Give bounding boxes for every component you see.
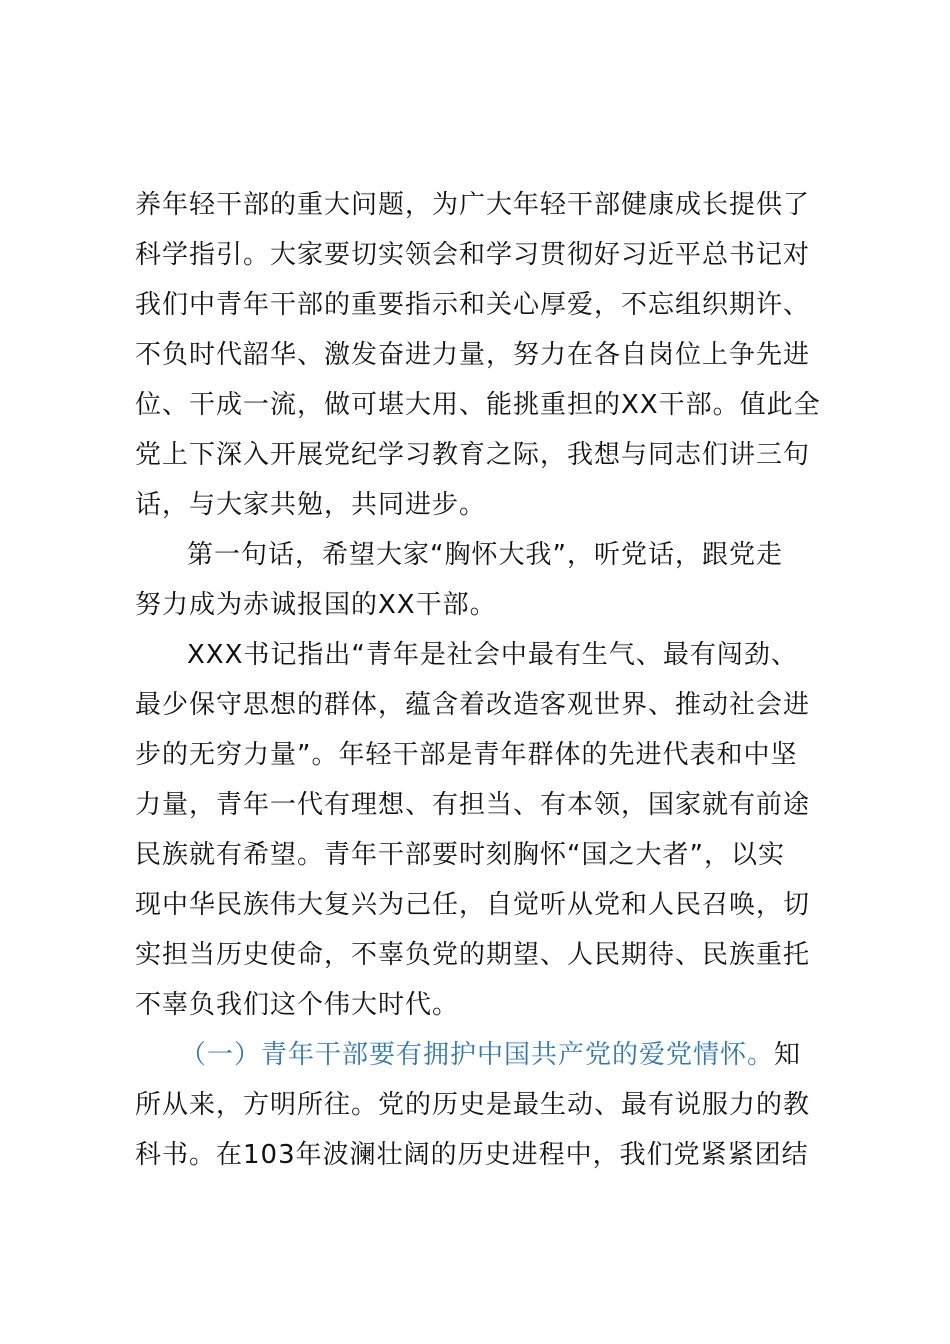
- paragraph-line: 养年轻干部的重大问题，为广大年轻干部健康成长提供了: [135, 190, 811, 220]
- paragraph-line: 最少保守思想的群体，蕴含着改造客观世界、推动社会进: [135, 690, 811, 720]
- paragraph-line: 实担当历史使命，不辜负党的期望、人民期待、民族重托: [135, 940, 811, 970]
- paragraph-line: 步的无穷力量”。年轻干部是青年群体的先进代表和中坚: [135, 740, 798, 770]
- paragraph-line: 不辜负我们这个伟大时代。: [135, 990, 460, 1020]
- paragraph-text: 知: [774, 1040, 802, 1070]
- paragraph-line: 位、干成一流，做可堪大用、能挑重担的XX干部。值此全: [135, 390, 821, 420]
- paragraph-line: 科学指引。大家要切实领会和学习贯彻好习近平总书记对: [135, 240, 811, 270]
- paragraph-line: 党上下深入开展党纪学习教育之际，我想与同志们讲三句: [135, 440, 811, 470]
- paragraph-line: 现中华民族伟大复兴为己任，自觉听从党和人民召唤，切: [135, 890, 811, 920]
- section-heading: （一）青年干部要有拥护中国共产党的爱党情怀。: [180, 1040, 775, 1070]
- paragraph-line: 科书。在103年波澜壮阔的历史进程中，我们党紧紧团结: [135, 1140, 809, 1170]
- paragraph-line: 话，与大家共勉，共同进步。: [135, 490, 487, 520]
- paragraph-line: 努力成为赤诚报国的XX干部。: [135, 590, 497, 620]
- heading-paragraph-line: [180, 1030, 900, 1080]
- paragraph-line: XXX书记指出“青年是社会中最有生气、最有闯劲、: [187, 640, 798, 670]
- paragraph-line: 第一句话，希望大家“胸怀大我”，听党话，跟党走: [187, 540, 783, 570]
- paragraph-line: 民族就有希望。青年干部要时刻胸怀“国之大者”，以实: [135, 840, 785, 870]
- paragraph-line: 所从来，方明所往。党的历史是最生动、最有说服力的教: [135, 1090, 811, 1120]
- paragraph-line: 我们中青年干部的重要指示和关心厚爱，不忘组织期许、: [135, 290, 811, 320]
- paragraph-line: 力量，青年一代有理想、有担当、有本领，国家就有前途: [135, 790, 811, 820]
- paragraph-line: 不负时代韶华、激发奋进力量，努力在各自岗位上争先进: [135, 340, 811, 370]
